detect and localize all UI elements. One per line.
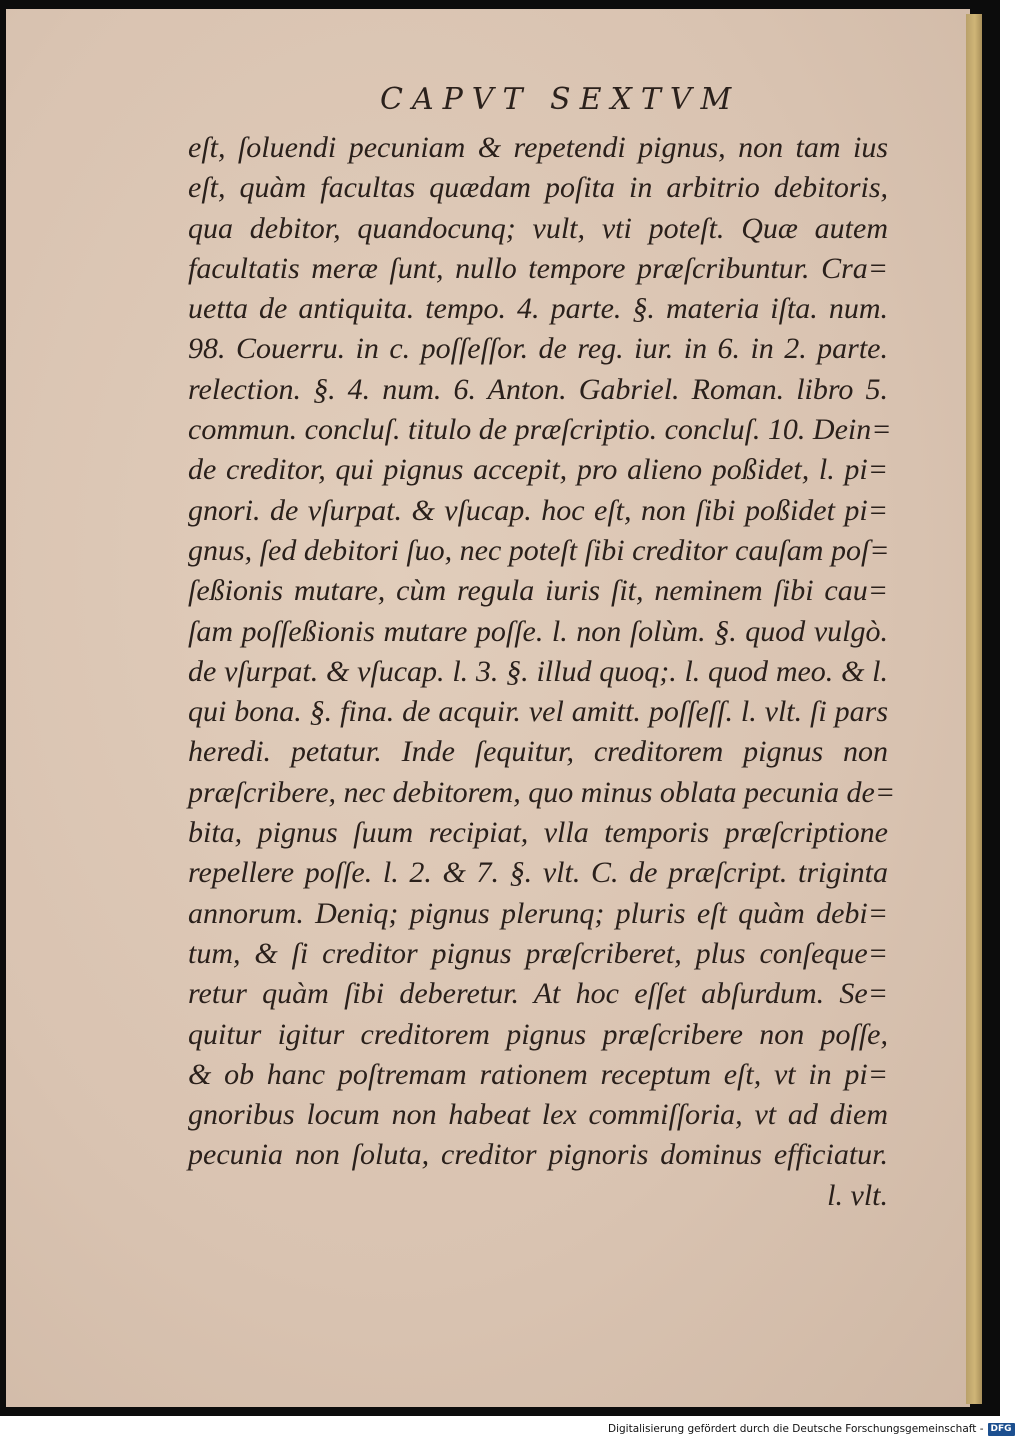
text-line: retur quàm ſibi deberetur. At hoc eſſet abſurdum. Se= <box>188 977 888 1011</box>
text-line: eſt, quàm facultas quædam poſita in arbitrio debitoris, <box>188 171 888 205</box>
text-line: de vſurpat. & vſucap. l. 3. §. illud quoq;. l. quod meo. & l. <box>188 654 888 688</box>
text-line: gnus, ſed debitori ſuo, nec poteſt ſibi creditor cauſam poſ= <box>188 533 890 567</box>
text-line: tum, & ſi creditor pignus præſcriberet, plus conſeque= <box>188 936 888 970</box>
text-line: relection. §. 4. num. 6. Anton. Gabriel. Roman. libro 5. <box>188 372 888 406</box>
running-head: CAPVT SEXTVM <box>380 82 741 117</box>
text-block <box>188 128 896 1216</box>
text-line: qui bona. §. fina. de acquir. vel amitt. poſſeſſ. l. vlt. ſi pars <box>188 695 888 729</box>
text-line: gnoribus locum non habeat lex commiſſoria, vt ad diem <box>188 1098 888 1132</box>
digitization-footer <box>608 1421 1015 1437</box>
text-line: 98. Couerru. in c. poſſeſſor. de reg. iur. in 6. in 2. parte. <box>188 332 888 366</box>
text-line: ſeßionis mutare, cùm regula iuris ſit, neminem ſibi cau= <box>188 574 888 608</box>
text-line: l. vlt. <box>827 1178 888 1212</box>
text-line: eſt, ſoluendi pecuniam & repetendi pignus, non tam ius <box>188 131 888 164</box>
dfg-logo: DFG <box>988 1423 1015 1436</box>
text-line: præſcribere, nec debitorem, quo minus oblata pecunia de= <box>188 775 896 809</box>
footer-text: Digitalisierung gefördert durch die Deutsche Forschungsgemeinschaft - <box>608 1423 984 1435</box>
text-line: & ob hanc poſtremam rationem receptum eſt, vt in pi= <box>188 1057 888 1091</box>
text-line: qua debitor, quandocunq; vult, vti poteſt. Quæ autem <box>188 211 888 245</box>
text-line: bita, pignus ſuum recipiat, vlla temporis præſcriptione <box>188 816 888 850</box>
text-line: gnori. de vſurpat. & vſucap. hoc eſt, non ſibi poßidet pi= <box>188 493 888 527</box>
text-line: uetta de antiquita. tempo. 4. parte. §. materia iſta. num. <box>188 292 888 326</box>
text-line: de creditor, qui pignus accepit, pro alieno poßidet, l. pi= <box>188 453 888 487</box>
page-edge <box>966 14 982 1404</box>
text-line: commun. concluſ. titulo de præſcriptio. concluſ. 10. Dein= <box>188 413 892 447</box>
text-line: pecunia non ſoluta, creditor pignoris dominus efficiatur. <box>188 1138 888 1172</box>
text-line: facultatis meræ ſunt, nullo tempore præſcribuntur. Cra= <box>188 251 888 285</box>
text-line: annorum. Deniq; pignus plerunq; pluris eſt quàm debi= <box>188 896 888 930</box>
text-line: quitur igitur creditorem pignus præſcribere non poſſe, <box>188 1017 888 1051</box>
text-line: heredi. petatur. Inde ſequitur, creditorem pignus non <box>188 735 888 769</box>
text-line: repellere poſſe. l. 2. & 7. §. vlt. C. de præſcript. triginta <box>188 856 888 890</box>
text-line: ſam poſſeßionis mutare poſſe. l. non ſolùm. §. quod vulgò. <box>188 614 888 648</box>
